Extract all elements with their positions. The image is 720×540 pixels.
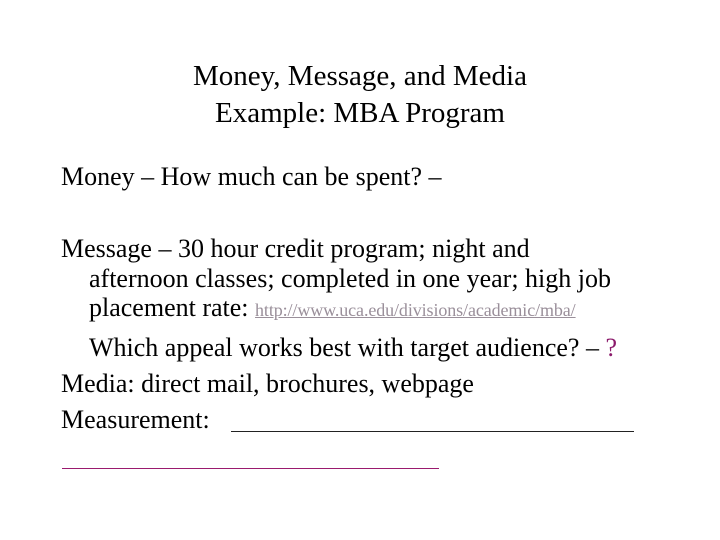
slide-title-line-1: Money, Message, and Media — [193, 60, 527, 92]
placement-rate-label: placement rate: — [89, 293, 256, 322]
money-line: Money – How much can be spent? – — [61, 162, 442, 191]
appeal-answer-mark: ? — [605, 333, 617, 362]
measurement-label: Measurement: — [61, 405, 210, 434]
measurement-blank-line-2 — [62, 468, 439, 469]
appeal-line — [89, 333, 617, 363]
mba-program-link[interactable]: http://www.uca.edu/divisions/academic/mba/ — [255, 300, 576, 320]
message-line-2: afternoon classes; completed in one year; high job — [89, 264, 612, 293]
slide-title-line-2: Example: MBA Program — [215, 97, 505, 129]
message-line-1: Message – 30 hour credit program; night and — [61, 234, 530, 263]
appeal-question: Which appeal works best with target audience? – — [89, 333, 606, 362]
message-line-3 — [89, 293, 576, 325]
media-line: Media: direct mail, brochures, webpage — [61, 369, 474, 398]
measurement-blank-line — [231, 431, 634, 432]
